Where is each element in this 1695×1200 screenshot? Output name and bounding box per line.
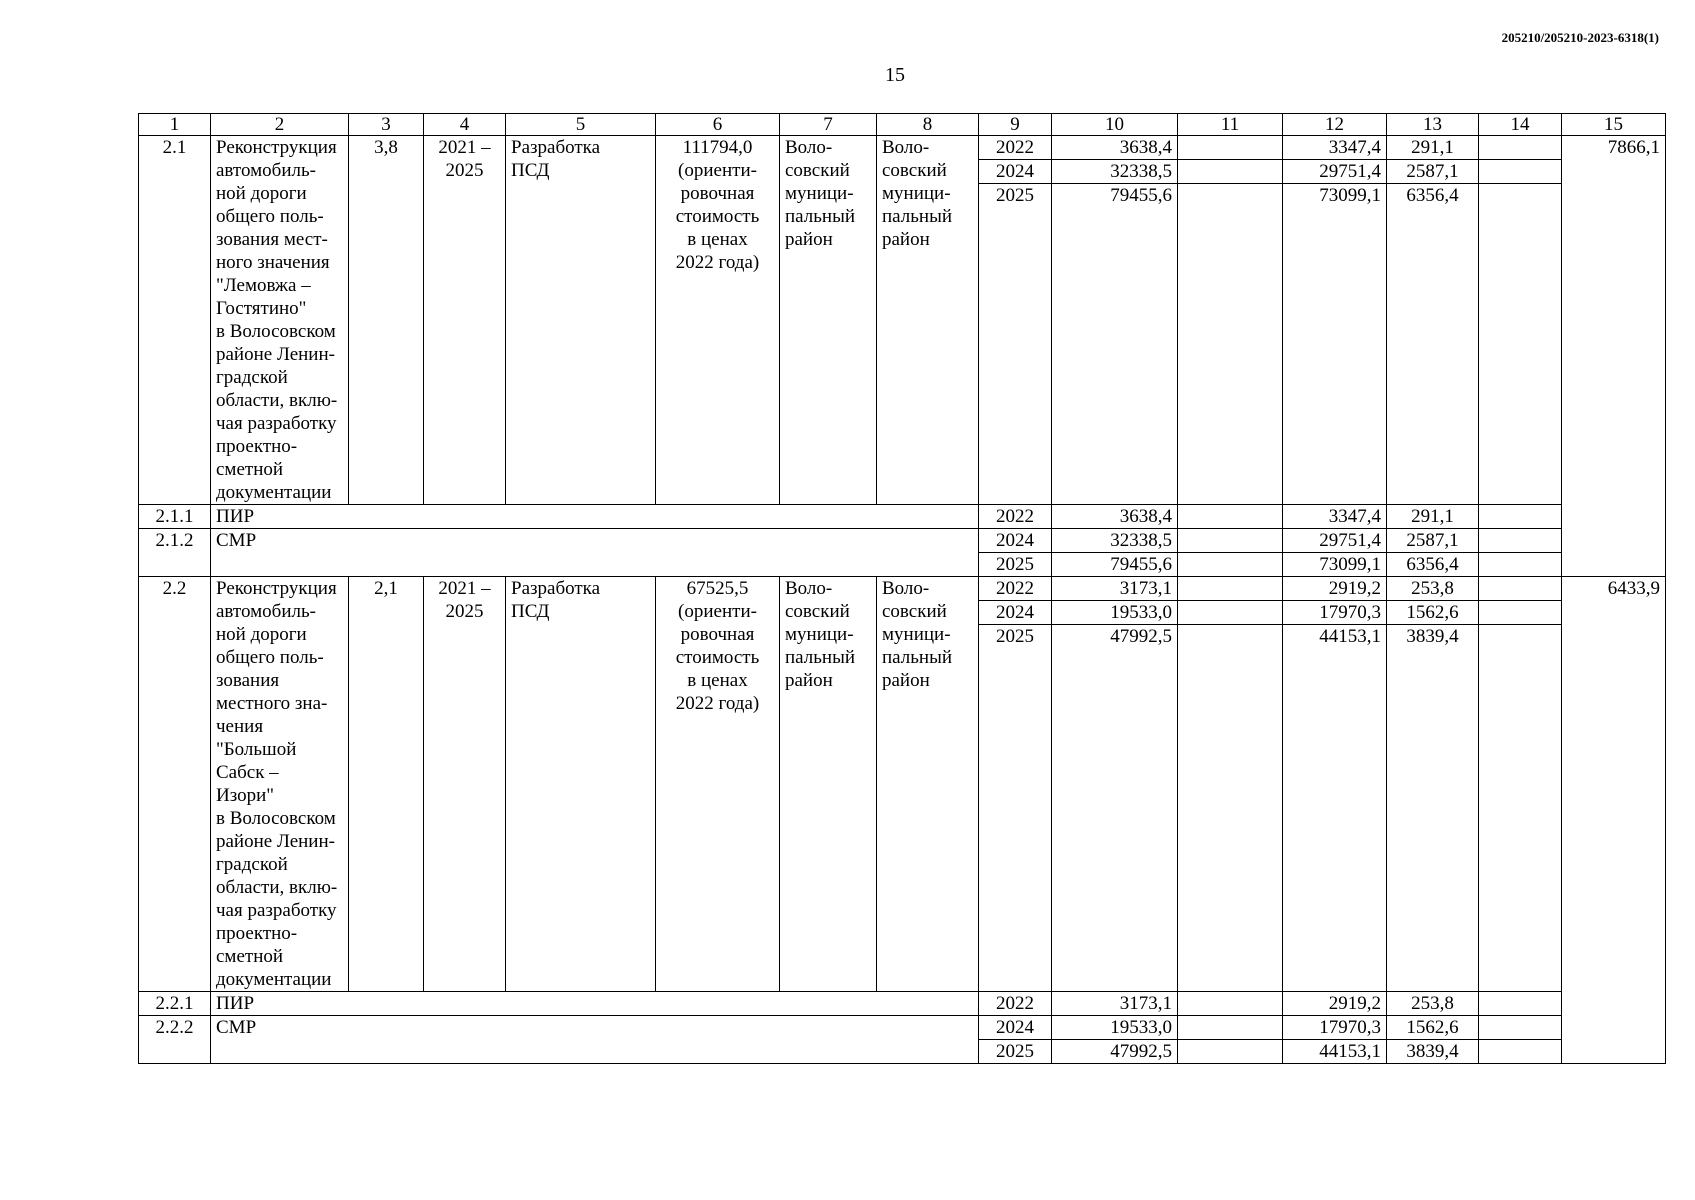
col14-cell <box>1479 1040 1562 1064</box>
text-line: пальный <box>882 647 953 668</box>
column-number-row <box>139 114 1666 136</box>
text-line: совский <box>882 601 947 622</box>
text-line: сметной <box>216 459 284 480</box>
col13-cell: 291,1 <box>1387 505 1479 529</box>
text-line: Воло- <box>882 137 930 158</box>
year-cell: 2025 <box>979 184 1052 505</box>
text-line: совский <box>785 160 850 181</box>
col14-cell <box>1479 160 1562 184</box>
document-id: 205210/205210-2023-6318(1) <box>1501 30 1659 45</box>
column-header: 13 <box>1387 114 1479 136</box>
col11-cell <box>1178 184 1283 505</box>
text-line: проектно- <box>216 436 298 457</box>
subitem-name: СМР <box>211 1016 979 1064</box>
col13-cell: 1562,6 <box>1387 601 1479 625</box>
item-number: 2.1 <box>139 136 211 505</box>
year-cell: 2022 <box>979 992 1052 1016</box>
subitem-number: 2.2.2 <box>139 1016 211 1064</box>
year-cell: 2024 <box>979 529 1052 553</box>
text-line: в ценах <box>687 229 748 250</box>
text-line: в Волосовском <box>216 808 336 829</box>
col13-cell: 2587,1 <box>1387 529 1479 553</box>
text-line: 2025 <box>445 160 484 181</box>
text-line: чения <box>216 716 264 737</box>
text-line: район <box>785 229 833 250</box>
item-customer <box>780 136 877 505</box>
year-cell: 2025 <box>979 625 1052 992</box>
text-line: в Волосовском <box>216 321 336 342</box>
item-customer <box>780 577 877 992</box>
text-line: общего поль- <box>216 206 324 227</box>
text-line: 2021 – <box>438 137 491 158</box>
column-header: 9 <box>979 114 1052 136</box>
page-number: 15 <box>885 64 905 86</box>
text-line: общего поль- <box>216 647 324 668</box>
column-header: 7 <box>780 114 877 136</box>
text-line: муници- <box>882 183 951 204</box>
text-line: муници- <box>882 624 951 645</box>
text-line: Реконструкция <box>216 137 337 158</box>
text-line: ной дороги <box>216 624 307 645</box>
col11-cell <box>1178 529 1283 553</box>
total-cell: 79455,6 <box>1052 553 1178 577</box>
text-line: совский <box>882 160 947 181</box>
item-stage <box>506 136 656 505</box>
text-line: ного значения <box>216 252 330 273</box>
col13-cell: 3839,4 <box>1387 625 1479 992</box>
col14-cell <box>1479 1016 1562 1040</box>
text-line: Изори" <box>216 785 275 806</box>
total-cell: 79455,6 <box>1052 184 1178 505</box>
col11-cell <box>1178 505 1283 529</box>
text-line: Сабск – <box>216 762 279 783</box>
text-line: 2022 года) <box>675 252 760 273</box>
total-cell: 32338,5 <box>1052 529 1178 553</box>
text-line: ной дороги <box>216 183 307 204</box>
text-line: (ориенти- <box>678 160 757 181</box>
col11-cell <box>1178 1016 1283 1040</box>
text-line: 2025 <box>445 601 484 622</box>
text-line: район <box>882 229 930 250</box>
column-header: 14 <box>1479 114 1562 136</box>
text-line: области, вклю- <box>216 390 338 411</box>
year-cell: 2025 <box>979 553 1052 577</box>
text-line: Воло- <box>785 137 833 158</box>
col12-cell: 29751,4 <box>1283 160 1387 184</box>
column-header: 6 <box>656 114 780 136</box>
text-line: совский <box>785 601 850 622</box>
column-header: 3 <box>349 114 424 136</box>
subitem-row <box>139 505 1666 529</box>
col12-cell: 73099,1 <box>1283 553 1387 577</box>
total-cell: 32338,5 <box>1052 160 1178 184</box>
col13-cell: 291,1 <box>1387 136 1479 160</box>
total-cell: 3638,4 <box>1052 505 1178 529</box>
col13-cell: 3839,4 <box>1387 1040 1479 1064</box>
text-line: ровочная <box>680 624 755 645</box>
text-line: Воло- <box>785 578 833 599</box>
text-line: стоимость <box>675 206 760 227</box>
text-line: чая разработку <box>216 900 337 921</box>
subitem-row <box>139 992 1666 1016</box>
col14-cell <box>1479 184 1562 505</box>
item-col15: 6433,9 <box>1562 577 1666 1064</box>
year-cell: 2025 <box>979 1040 1052 1064</box>
year-cell: 2024 <box>979 601 1052 625</box>
text-line: район <box>785 670 833 691</box>
text-line: местного зна- <box>216 693 328 714</box>
text-line: Разработка <box>511 578 601 599</box>
col12-cell: 2919,2 <box>1283 577 1387 601</box>
text-line: пальный <box>785 206 856 227</box>
total-cell: 47992,5 <box>1052 1040 1178 1064</box>
text-line: 111794,0 <box>682 137 753 158</box>
text-line: документации <box>216 482 332 503</box>
column-header: 11 <box>1178 114 1283 136</box>
col12-cell: 29751,4 <box>1283 529 1387 553</box>
col13-cell: 6356,4 <box>1387 553 1479 577</box>
col11-cell <box>1178 577 1283 601</box>
item-length: 3,8 <box>349 136 424 505</box>
column-header: 8 <box>877 114 979 136</box>
text-line: сметной <box>216 946 284 967</box>
program-table <box>138 113 1666 1064</box>
col13-cell: 6356,4 <box>1387 184 1479 505</box>
text-line: 67525,5 <box>686 578 749 599</box>
column-header: 10 <box>1052 114 1178 136</box>
year-cell: 2022 <box>979 505 1052 529</box>
col14-cell <box>1479 553 1562 577</box>
subitem-name: ПИР <box>211 992 979 1016</box>
text-line: стоимость <box>675 647 760 668</box>
text-line: ровочная <box>680 183 755 204</box>
item-cost <box>656 577 780 992</box>
item-description <box>211 136 349 505</box>
table-row <box>139 136 1666 160</box>
table-row <box>139 577 1666 601</box>
total-cell: 19533,0 <box>1052 1016 1178 1040</box>
subitem-row <box>139 529 1666 553</box>
text-line: зования мест- <box>216 229 328 250</box>
col12-cell: 3347,4 <box>1283 136 1387 160</box>
text-line: ПСД <box>511 160 550 181</box>
column-header: 5 <box>506 114 656 136</box>
item-number: 2.2 <box>139 577 211 992</box>
column-header: 2 <box>211 114 349 136</box>
col12-cell: 44153,1 <box>1283 625 1387 992</box>
text-line: области, вклю- <box>216 877 338 898</box>
text-line: "Лемовжа – <box>216 275 311 296</box>
total-cell: 3173,1 <box>1052 992 1178 1016</box>
subitem-name: ПИР <box>211 505 979 529</box>
col11-cell <box>1178 136 1283 160</box>
item-stage <box>506 577 656 992</box>
text-line: пальный <box>785 647 856 668</box>
text-line: Разработка <box>511 137 601 158</box>
col14-cell <box>1479 529 1562 553</box>
column-header: 1 <box>139 114 211 136</box>
col11-cell <box>1178 992 1283 1016</box>
col11-cell <box>1178 625 1283 992</box>
text-line: 2021 – <box>438 578 491 599</box>
col12-cell: 2919,2 <box>1283 992 1387 1016</box>
item-recipient <box>877 136 979 505</box>
text-line: проектно- <box>216 923 298 944</box>
year-cell: 2024 <box>979 160 1052 184</box>
subitem-number: 2.2.1 <box>139 992 211 1016</box>
subitem-number: 2.1.1 <box>139 505 211 529</box>
item-col15: 7866,1 <box>1562 136 1666 577</box>
total-cell: 47992,5 <box>1052 625 1178 992</box>
col14-cell <box>1479 577 1562 601</box>
col14-cell <box>1479 601 1562 625</box>
total-cell: 19533,0 <box>1052 601 1178 625</box>
col13-cell: 253,8 <box>1387 992 1479 1016</box>
item-description <box>211 577 349 992</box>
text-line: в ценах <box>687 670 748 691</box>
col12-cell: 73099,1 <box>1283 184 1387 505</box>
subitem-name: СМР <box>211 529 979 577</box>
item-period <box>424 136 506 505</box>
text-line: 2022 года) <box>675 693 760 714</box>
col11-cell <box>1178 553 1283 577</box>
text-line: ПСД <box>511 601 550 622</box>
col13-cell: 1562,6 <box>1387 1016 1479 1040</box>
column-header: 4 <box>424 114 506 136</box>
text-line: (ориенти- <box>678 601 757 622</box>
col13-cell: 253,8 <box>1387 577 1479 601</box>
text-line: чая разработку <box>216 413 337 434</box>
text-line: пальный <box>882 206 953 227</box>
item-length: 2,1 <box>349 577 424 992</box>
col13-cell: 2587,1 <box>1387 160 1479 184</box>
year-cell: 2024 <box>979 1016 1052 1040</box>
text-line: районе Ленин- <box>216 344 335 365</box>
text-line: автомобиль- <box>216 601 316 622</box>
text-line: градской <box>216 367 288 388</box>
col14-cell <box>1479 992 1562 1016</box>
column-header: 12 <box>1283 114 1387 136</box>
subitem-row <box>139 1016 1666 1040</box>
total-cell: 3173,1 <box>1052 577 1178 601</box>
col12-cell: 3347,4 <box>1283 505 1387 529</box>
col14-cell <box>1479 136 1562 160</box>
column-header: 15 <box>1562 114 1666 136</box>
text-line: "Большой <box>216 739 297 760</box>
year-cell: 2022 <box>979 577 1052 601</box>
col12-cell: 17970,3 <box>1283 1016 1387 1040</box>
text-line: документации <box>216 969 332 990</box>
col11-cell <box>1178 160 1283 184</box>
text-line: муници- <box>785 183 854 204</box>
text-line: муници- <box>785 624 854 645</box>
item-recipient <box>877 577 979 992</box>
col11-cell <box>1178 601 1283 625</box>
text-line: Гостятино" <box>216 298 307 319</box>
col14-cell <box>1479 505 1562 529</box>
item-period <box>424 577 506 992</box>
col12-cell: 44153,1 <box>1283 1040 1387 1064</box>
text-line: Воло- <box>882 578 930 599</box>
text-line: автомобиль- <box>216 160 316 181</box>
year-cell: 2022 <box>979 136 1052 160</box>
total-cell: 3638,4 <box>1052 136 1178 160</box>
col12-cell: 17970,3 <box>1283 601 1387 625</box>
col14-cell <box>1479 625 1562 992</box>
text-line: Реконструкция <box>216 578 337 599</box>
text-line: районе Ленин- <box>216 831 335 852</box>
text-line: район <box>882 670 930 691</box>
text-line: градской <box>216 854 288 875</box>
item-cost <box>656 136 780 505</box>
col11-cell <box>1178 1040 1283 1064</box>
text-line: зования <box>216 670 280 691</box>
subitem-number: 2.1.2 <box>139 529 211 577</box>
